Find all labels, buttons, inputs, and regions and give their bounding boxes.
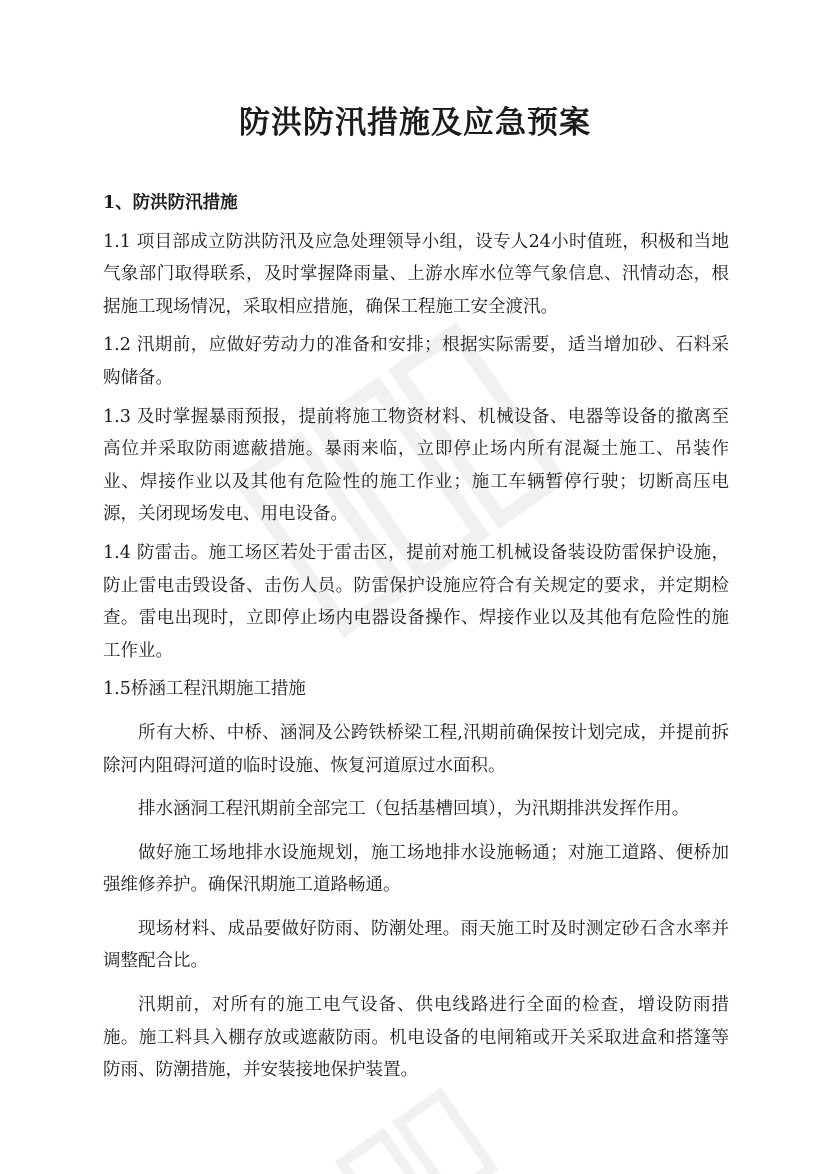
document-body: [103, 187, 729, 1098]
subsection-heading: 1.5桥涵工程汛期施工措施: [103, 679, 306, 700]
paragraph: 排水涵洞工程汛期前全部完工（包括基槽回填），为汛期排洪发挥作用。: [138, 799, 690, 820]
list-item: 1.3 及时掌握暴雨预报，提前将施工物资材料、机械设备、电器等设备的撤离至高位并采取防雨遮蔽措施。暴雨来临，立即停止场内所有混凝土施工、吊装作业、焊接作业以及其他有危险性的施工作业；施工车辆暂停行驶；切断高压电源，关闭现场发电、用电设备。: [103, 406, 729, 525]
section-heading: 1、防洪防汛措施: [103, 193, 238, 213]
paragraph: 汛期前，对所有的施工电气设备、供电线路进行全面的检查，增设防雨措施。施工料具入棚存放或遮蔽防雨。机电设备的电闸箱或开关采取进盒和搭篷等防雨、防潮措施，并安装接地保护装置。: [103, 995, 729, 1081]
paragraph: 现场材料、成品要做好防雨、防潮处理。雨天施工时及时测定砂石含水率并调整配合比。: [103, 918, 729, 972]
paragraph: 所有大桥、中桥、涵洞及公跨铁桥梁工程,汛期前确保按计划完成，并提前拆除河内阻碍河道的临时设施、恢复河道原过水面积。: [103, 722, 729, 776]
list-item: 1.1 项目部成立防洪防汛及应急处理领导小组，设专人24小时值班，积极和当地气象部门取得联系，及时掌握降雨量、上游水库水位等气象信息、汛情动态，根据施工现场情况，采取相应措施，确保工程施工安全渡汛。: [103, 231, 729, 317]
list-item: 1.4 防雷击。施工场区若处于雷击区，提前对施工机械设备装设防雷保护设施，防止雷电击毁设备、击伤人员。防雷保护设施应符合有关规定的要求，并定期检查。雷电出现时，立即停止场内电器设备操作、焊接作业以及其他有危险性的施工作业。: [103, 542, 729, 661]
list-item: 1.2 汛期前，应做好劳动力的准备和安排；根据实际需要，适当增加砂、石料采购储备。: [103, 335, 729, 388]
paragraph: 做好施工场地排水设施规划，施工场地排水设施畅通；对施工道路、便桥加强维修养护。确保汛期施工道路畅通。: [103, 842, 729, 896]
document-title: 防洪防汛措施及应急预案: [239, 105, 591, 141]
